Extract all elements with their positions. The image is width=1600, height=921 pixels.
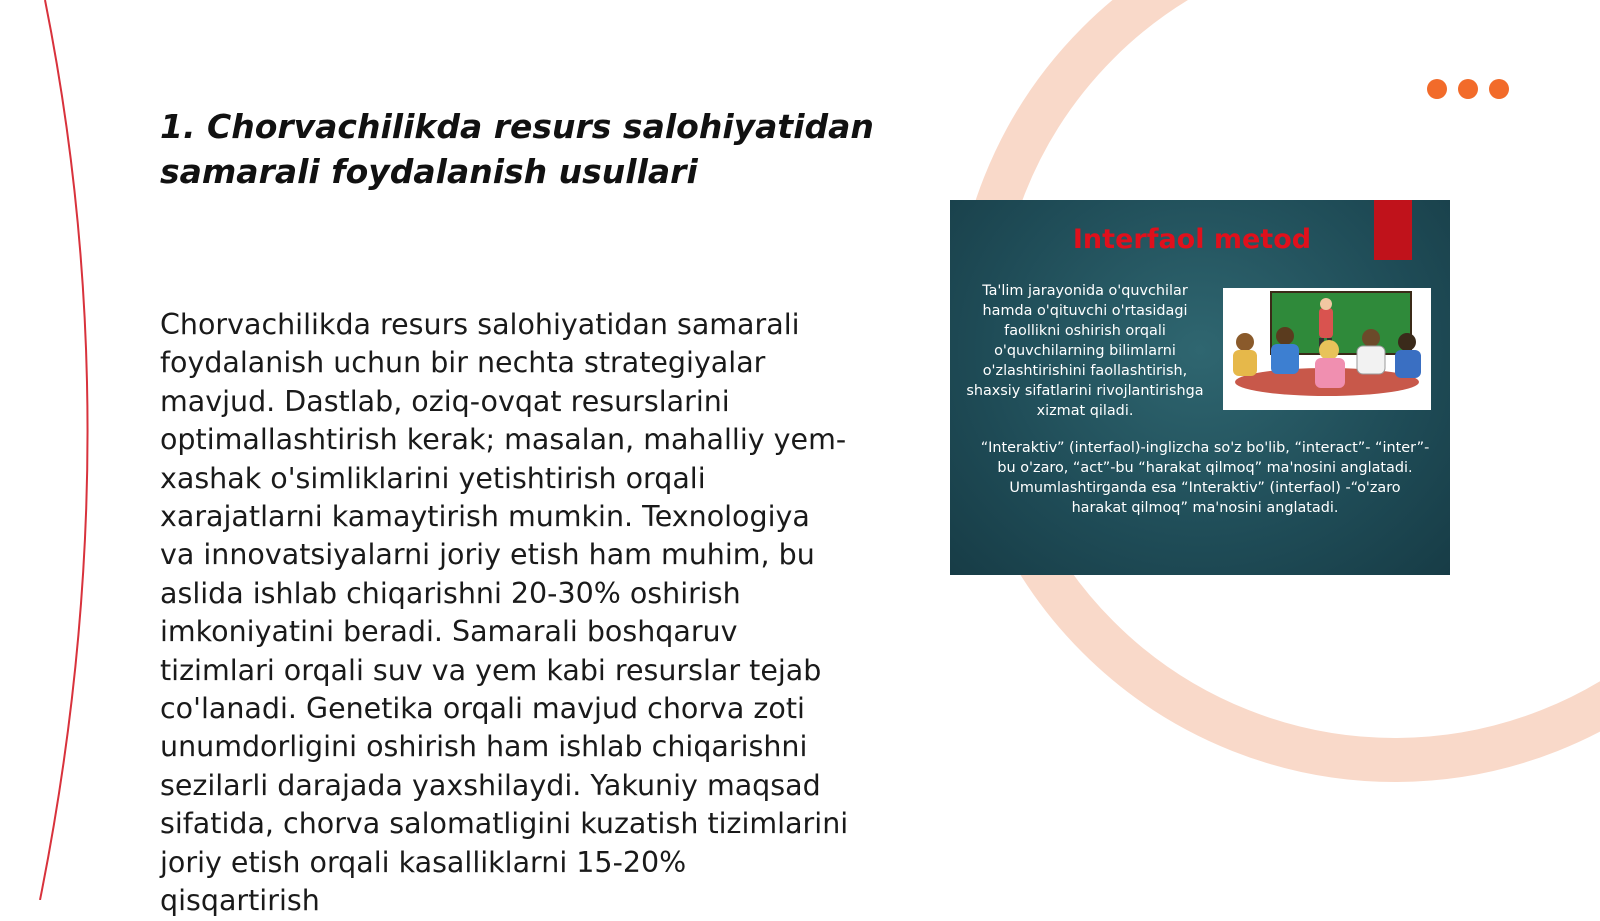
card-paragraph-2: “Interaktiv” (interfaol)-inglizcha so'z bo'lib, “interact”- “inter”-bu o'zaro, “act”-bu “harakat qilmoq” ma'nosini anglatadi. Umumlashtirganda esa “Interaktiv” (interfaol) -“o'zaro harakat qilmoq” ma'nosini anglatadi. bbox=[980, 440, 1430, 516]
dot bbox=[1489, 79, 1509, 99]
classroom-illustration bbox=[1223, 288, 1431, 410]
card-title: Interfaol metod bbox=[1072, 224, 1312, 255]
decorative-red-curve bbox=[40, 0, 88, 900]
three-dots-icon bbox=[1427, 79, 1509, 99]
classroom-icon bbox=[1223, 288, 1431, 410]
slide-title: 1. Chorvachilikda resurs salohiyatidan samarali foydalanish usullari bbox=[160, 107, 874, 191]
interfaol-metod-card bbox=[950, 200, 1450, 575]
slide-body-text: Chorvachilikda resurs salohiyatidan samarali foydalanish uchun bir nechta strategiyalar mavjud. Dastlab, oziq-ovqat resurslarini optimallashtirish kerak; masalan, mahalliy yem-xashak o'simliklarini yetishtirish orqali xarajatlarni kamaytirish mumkin. Texnologiya va innovatsiyalarni joriy etish ham muhim, bu aslida ishlab chiqarishni 20-30% oshirish imkoniyatini beradi. Samarali boshqaruv tizimlari orqali suv va yem kabi resurslar tejab co'lanadi. Genetika orqali mavjud chorva zoti unumdorligini oshirish ham ishlab chiqarishni sezilarli darajada yaxshilaydi. Yakuniy maqsad sifatida, chorva salomatligini kuzatish tizimlarini joriy etish orqali kasalliklarni 15-20% qisqartirish bbox=[160, 308, 849, 918]
card-paragraph-1: Ta'lim jarayonida o'quvchilar hamda o'qituvchi o'rtasidagi faollikni oshirish orqali o'quvchilarning bilimlarni o'zlashtirishini faollashtirish, shaxsiy sifatlarini rivojlantirishga xizmat qiladi. bbox=[966, 283, 1204, 419]
dot bbox=[1427, 79, 1447, 99]
dot bbox=[1458, 79, 1478, 99]
